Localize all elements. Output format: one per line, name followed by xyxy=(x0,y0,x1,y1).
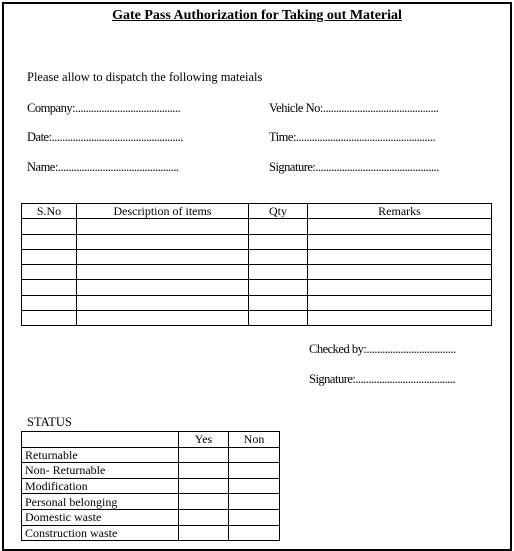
items-row xyxy=(22,265,492,280)
form-title: Gate Pass Authorization for Taking out Material xyxy=(112,8,402,23)
description-cell[interactable] xyxy=(77,234,249,249)
status-non-cell[interactable] xyxy=(229,525,280,541)
col-remarks: Remarks xyxy=(308,204,492,219)
qty-cell[interactable] xyxy=(249,280,308,295)
status-row xyxy=(22,525,280,541)
gate-pass-form xyxy=(2,2,512,551)
sno-cell[interactable] xyxy=(22,295,77,310)
qty-cell[interactable] xyxy=(249,234,308,249)
items-row xyxy=(22,280,492,295)
status-row xyxy=(22,494,280,510)
description-cell[interactable] xyxy=(77,219,249,234)
description-cell[interactable] xyxy=(77,265,249,280)
status-row xyxy=(22,478,280,494)
status-non-cell[interactable] xyxy=(229,494,280,510)
status-non-cell[interactable] xyxy=(229,509,280,525)
checked-by-field[interactable]: Checked by:.................................. xyxy=(309,342,456,356)
status-header-row xyxy=(22,432,280,448)
status-row-label: Non- Returnable xyxy=(22,463,179,479)
date-field[interactable]: Date:.................................................. xyxy=(27,130,183,144)
sno-cell[interactable] xyxy=(22,219,77,234)
status-yes-cell[interactable] xyxy=(179,525,229,541)
status-row-label: Modification xyxy=(22,478,179,494)
sno-cell[interactable] xyxy=(22,311,77,326)
col-qty: Qty xyxy=(249,204,308,219)
status-col-non: Non xyxy=(229,432,280,448)
qty-cell[interactable] xyxy=(249,219,308,234)
intro-text: Please allow to dispatch the following mateials xyxy=(27,70,263,84)
status-row-label: Domestic waste xyxy=(22,509,179,525)
status-non-cell[interactable] xyxy=(229,447,280,463)
remarks-cell[interactable] xyxy=(308,295,492,310)
remarks-cell[interactable] xyxy=(308,265,492,280)
company-field[interactable]: Company:........................................ xyxy=(27,101,181,115)
items-row xyxy=(22,295,492,310)
time-field[interactable]: Time:..................................................... xyxy=(269,130,436,144)
items-row xyxy=(22,249,492,264)
description-cell[interactable] xyxy=(77,311,249,326)
items-header-row xyxy=(22,204,492,219)
status-non-cell[interactable] xyxy=(229,463,280,479)
status-yes-cell[interactable] xyxy=(179,463,229,479)
status-col-yes: Yes xyxy=(179,432,229,448)
remarks-cell[interactable] xyxy=(308,219,492,234)
status-label: STATUS xyxy=(27,415,72,429)
remarks-cell[interactable] xyxy=(308,280,492,295)
status-yes-cell[interactable] xyxy=(179,509,229,525)
items-row xyxy=(22,311,492,326)
status-non-cell[interactable] xyxy=(229,478,280,494)
items-row xyxy=(22,219,492,234)
sno-cell[interactable] xyxy=(22,265,77,280)
status-yes-cell[interactable] xyxy=(179,447,229,463)
description-cell[interactable] xyxy=(77,249,249,264)
remarks-cell[interactable] xyxy=(308,249,492,264)
status-row xyxy=(22,463,280,479)
items-table xyxy=(21,203,492,326)
status-row xyxy=(22,447,280,463)
vehicle-no-field[interactable]: Vehicle No:............................................ xyxy=(269,101,439,115)
sno-cell[interactable] xyxy=(22,280,77,295)
items-row xyxy=(22,234,492,249)
remarks-cell[interactable] xyxy=(308,234,492,249)
qty-cell[interactable] xyxy=(249,249,308,264)
sno-cell[interactable] xyxy=(22,249,77,264)
qty-cell[interactable] xyxy=(249,265,308,280)
description-cell[interactable] xyxy=(77,295,249,310)
qty-cell[interactable] xyxy=(249,311,308,326)
status-row-label: Personal belonging xyxy=(22,494,179,510)
col-description: Description of items xyxy=(77,204,249,219)
status-row-label: Construction waste xyxy=(22,525,179,541)
description-cell[interactable] xyxy=(77,280,249,295)
sno-cell[interactable] xyxy=(22,234,77,249)
name-field[interactable]: Name:.............................................. xyxy=(27,160,179,174)
col-sno: S.No xyxy=(22,204,77,219)
signature-field[interactable]: Signature:............................................... xyxy=(269,160,439,174)
status-table xyxy=(21,431,280,541)
remarks-cell[interactable] xyxy=(308,311,492,326)
qty-cell[interactable] xyxy=(249,295,308,310)
status-row-label: Returnable xyxy=(22,447,179,463)
status-col-blank xyxy=(22,432,179,448)
status-yes-cell[interactable] xyxy=(179,478,229,494)
signature2-field[interactable]: Signature:...................................... xyxy=(309,372,456,386)
status-yes-cell[interactable] xyxy=(179,494,229,510)
status-row xyxy=(22,509,280,525)
